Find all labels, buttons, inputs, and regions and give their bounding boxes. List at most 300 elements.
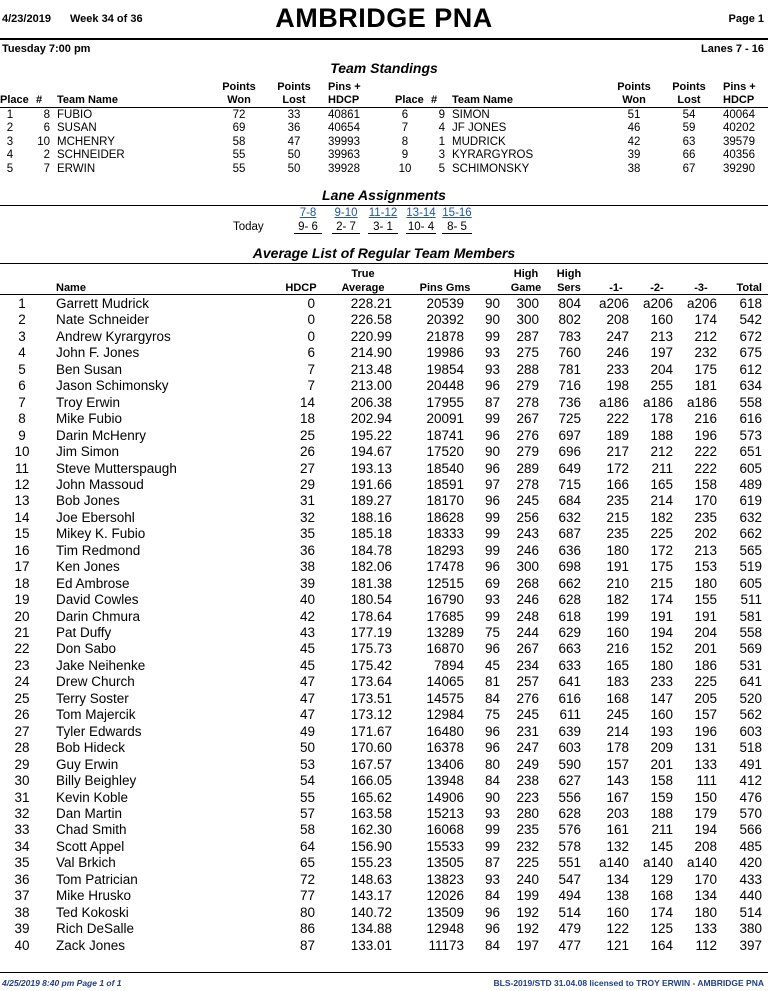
average-cell-average: 171.67 (350, 723, 392, 739)
average-cell-total: 632 (739, 509, 762, 525)
average-cell-hdcp: 7 (307, 361, 315, 377)
average-cell-game-2: 152 (650, 641, 673, 657)
standings-col-header: Place (0, 94, 29, 106)
standings-cell-lost: 63 (682, 135, 696, 148)
average-cell-high-game: 245 (516, 493, 539, 509)
lane-matchup: 10- 4 (407, 221, 435, 233)
average-cell-game-2: 213 (650, 328, 673, 344)
average-cell-name: Tyler Edwards (56, 723, 142, 739)
average-cell-name: Jake Neihenke (56, 657, 146, 673)
average-row (0, 839, 768, 856)
average-cell-average: 202.94 (350, 411, 392, 427)
standings-cell-pins: 40861 (328, 109, 360, 121)
average-cell-game-1: 214 (606, 723, 629, 739)
average-cell-game-2: 212 (650, 444, 673, 460)
average-cell-pins: 13289 (426, 625, 464, 640)
standings-cell-team: SIMON (452, 109, 490, 121)
average-cell-high-series: 632 (558, 509, 581, 525)
average-cell-total: 531 (739, 657, 762, 673)
average-cell-pins: 17478 (426, 559, 464, 575)
lane-matchup: 2- 7 (336, 221, 356, 233)
average-cell-hdcp: 65 (299, 855, 315, 871)
standings-cell-place: 3 (6, 135, 14, 148)
standings-col-header: Points (672, 81, 706, 93)
average-row (0, 658, 768, 675)
average-cell-high-game: 246 (516, 592, 539, 608)
average-cell-name: Ben Susan (56, 361, 123, 377)
average-cell-name: Bob Hideck (56, 740, 126, 756)
average-row (0, 790, 768, 807)
average-cell-high-series: 494 (558, 888, 581, 904)
average-cell-total: 514 (739, 904, 762, 920)
average-cell-high-series: 649 (558, 460, 581, 476)
average-cell-total: 612 (739, 361, 762, 377)
average-cell-game-3: 186 (694, 657, 717, 673)
averages-rule (0, 263, 768, 264)
average-cell-high-series: 578 (558, 838, 581, 854)
average-cell-high-series: 725 (558, 411, 581, 427)
average-cell-game-3: 180 (694, 575, 717, 591)
average-cell-total: 476 (739, 789, 762, 805)
average-cell-total: 397 (739, 937, 762, 953)
average-cell-pins: 12026 (426, 888, 464, 904)
standings-cell-num: 6 (43, 122, 50, 135)
average-cell-game-1: 122 (606, 921, 629, 937)
average-cell-game-3: 153 (694, 559, 717, 575)
average-cell-name: Guy Erwin (56, 756, 119, 772)
average-col-header: Pins Gms (419, 282, 471, 294)
average-cell-high-series: 662 (558, 575, 581, 591)
average-cell-game-1: a186 (598, 394, 629, 410)
standings-cell-team: MUDRICK (452, 135, 506, 148)
average-cell-pins: 15213 (426, 805, 464, 821)
average-cell-rank: 27 (14, 723, 30, 739)
average-cell-hdcp: 29 (299, 476, 315, 492)
lane-matchup: 8- 5 (447, 221, 467, 233)
average-cell-game-2: a206 (642, 296, 673, 311)
average-cell-game-2: 193 (650, 723, 673, 739)
average-row (0, 362, 768, 379)
standings-cell-won: 51 (627, 109, 641, 121)
average-cell-game-1: 216 (606, 641, 629, 657)
average-cell-game-1: 165 (606, 657, 629, 673)
average-cell-games: 84 (484, 773, 500, 789)
average-col-header: Sers (557, 282, 581, 294)
lane-pair-link[interactable]: 11-12 (368, 207, 398, 219)
average-cell-hdcp: 27 (299, 460, 315, 476)
average-cell-games: 93 (484, 592, 500, 608)
average-cell-average: 148.63 (350, 871, 392, 887)
average-cell-pins: 20091 (426, 411, 464, 427)
average-cell-total: 520 (739, 690, 762, 706)
average-cell-game-1: 210 (606, 575, 629, 591)
average-cell-average: 177.19 (350, 625, 392, 640)
average-cell-rank: 25 (14, 690, 30, 706)
standings-row (0, 122, 373, 135)
standings-cell-lost: 54 (682, 109, 696, 121)
average-cell-average: 193.13 (350, 460, 392, 476)
average-cell-average: 180.54 (350, 592, 392, 608)
page-number: Page 1 (728, 13, 764, 25)
average-cell-high-game: 256 (516, 509, 539, 525)
average-cell-hdcp: 32 (299, 509, 315, 525)
average-cell-game-2: 147 (650, 690, 673, 706)
average-cell-hdcp: 35 (299, 526, 315, 542)
standings-cell-place: 10 (398, 162, 412, 175)
average-cell-game-3: a140 (686, 855, 717, 871)
average-cell-rank: 13 (14, 493, 30, 509)
average-cell-high-game: 257 (516, 674, 539, 690)
average-cell-game-2: 204 (650, 361, 673, 377)
average-cell-hdcp: 45 (299, 657, 315, 673)
average-cell-pins: 14065 (426, 674, 464, 690)
average-cell-game-2: 129 (650, 871, 673, 887)
license-line: BLS-2019/STD 31.04.08 licensed to TROY ERWIN - AMBRIDGE PNA (493, 978, 764, 988)
average-cell-average: 133.01 (350, 937, 392, 953)
average-cell-high-series: 547 (558, 871, 581, 887)
average-cell-average: 163.58 (350, 805, 392, 821)
average-cell-total: 619 (739, 493, 762, 509)
average-cell-game-1: 183 (606, 674, 629, 690)
average-cell-game-2: 211 (651, 822, 673, 838)
average-cell-game-2: 233 (650, 674, 673, 690)
average-cell-high-series: 556 (558, 789, 581, 805)
average-cell-total: 570 (739, 805, 762, 821)
average-cell-name: Dan Martin (56, 805, 123, 821)
average-cell-pins: 14906 (426, 789, 464, 805)
average-cell-game-2: 178 (650, 411, 673, 427)
average-cell-game-3: 208 (694, 838, 717, 854)
average-cell-high-series: 629 (558, 625, 581, 640)
average-cell-rank: 23 (14, 657, 30, 673)
average-cell-game-3: 222 (694, 444, 717, 460)
average-row (0, 378, 768, 395)
average-cell-high-game: 280 (516, 805, 539, 821)
average-cell-high-series: 781 (558, 361, 581, 377)
average-cell-game-1: 215 (606, 509, 629, 525)
average-cell-high-game: 287 (516, 328, 539, 344)
average-cell-name: Darin McHenry (56, 427, 147, 443)
average-cell-pins: 7894 (433, 657, 464, 673)
average-cell-games: 75 (484, 707, 500, 723)
day-time: Tuesday 7:00 pm (2, 43, 91, 55)
average-cell-game-3: 170 (694, 493, 717, 509)
average-cell-hdcp: 47 (299, 690, 315, 706)
average-cell-game-3: 180 (694, 904, 717, 920)
average-cell-average: 173.12 (350, 707, 392, 723)
average-cell-hdcp: 0 (307, 296, 315, 311)
average-cell-high-series: 760 (558, 345, 581, 361)
average-cell-game-1: 235 (606, 526, 629, 542)
average-cell-average: 175.73 (350, 641, 392, 657)
average-cell-game-3: 201 (694, 641, 717, 657)
average-cell-game-2: 182 (650, 509, 673, 525)
average-cell-game-3: 112 (695, 937, 717, 953)
average-cell-game-1: a206 (598, 296, 629, 311)
standings-cell-lost: 47 (287, 135, 301, 148)
standings-col-header: Points (277, 81, 311, 93)
average-cell-total: 558 (739, 394, 762, 410)
average-row (0, 938, 768, 955)
average-cell-name: Andrew Kyrargyros (56, 328, 171, 344)
average-cell-hdcp: 86 (299, 921, 315, 937)
standings-cell-lost: 50 (287, 162, 301, 175)
average-cell-game-1: 160 (606, 625, 629, 640)
average-cell-total: 558 (739, 625, 762, 640)
average-cell-game-2: 168 (650, 888, 673, 904)
average-cell-average: 214.90 (350, 345, 392, 361)
average-cell-high-game: 278 (516, 394, 539, 410)
average-cell-high-series: 684 (558, 493, 581, 509)
average-cell-pins: 13948 (426, 773, 464, 789)
lane-pair-link[interactable]: 7-8 (299, 207, 317, 219)
standings-cell-team: JF JONES (452, 122, 507, 135)
lane-pair-link[interactable]: 13-14 (406, 207, 436, 219)
standings-cell-won: 42 (627, 135, 641, 148)
average-cell-name: Mikey K. Fubio (56, 526, 146, 542)
average-cell-hdcp: 57 (299, 805, 315, 821)
standings-cell-num: 10 (37, 135, 50, 148)
average-cell-total: 616 (739, 411, 762, 427)
average-cell-high-game: 300 (516, 559, 539, 575)
average-cell-high-game: 288 (516, 361, 539, 377)
average-cell-pins: 18741 (426, 427, 464, 443)
average-cell-name: Scott Appel (56, 838, 125, 854)
average-cell-hdcp: 45 (299, 641, 315, 657)
average-cell-game-2: 197 (650, 345, 673, 361)
average-col-header: High (556, 268, 582, 280)
average-cell-game-2: 172 (650, 542, 673, 558)
average-cell-total: 565 (739, 542, 762, 558)
average-cell-average: 173.64 (350, 674, 392, 690)
average-cell-hdcp: 18 (299, 411, 315, 427)
average-cell-game-1: 235 (606, 493, 629, 509)
lane-pair-link[interactable]: 15-16 (442, 207, 472, 219)
average-cell-games: 90 (484, 312, 500, 328)
average-row (0, 576, 768, 593)
lane-pair-link[interactable]: 9-10 (334, 207, 358, 219)
average-cell-hdcp: 49 (299, 723, 315, 739)
average-cell-name: Mike Hrusko (56, 888, 132, 904)
standings-cell-pins: 40202 (723, 122, 755, 135)
average-cell-name: Nate Schneider (56, 312, 150, 328)
average-cell-game-1: 246 (606, 345, 629, 361)
average-cell-high-series: 636 (558, 542, 581, 558)
average-cell-high-game: 192 (516, 921, 539, 937)
average-cell-rank: 38 (14, 904, 30, 920)
average-cell-high-series: 633 (558, 657, 581, 673)
standings-cell-num: 3 (438, 149, 445, 162)
average-cell-total: 440 (739, 888, 762, 904)
standings-cell-place: 2 (6, 122, 14, 135)
average-cell-games: 90 (484, 444, 500, 460)
average-cell-average: 195.22 (350, 427, 392, 443)
average-cell-name: Troy Erwin (56, 394, 121, 410)
average-cell-pins: 13509 (426, 904, 464, 920)
average-cell-total: 562 (739, 707, 762, 723)
average-cell-pins: 15533 (426, 838, 464, 854)
standings-cell-won: 55 (232, 162, 246, 175)
standings-cell-pins: 39928 (328, 162, 360, 175)
average-cell-game-3: 235 (694, 509, 717, 525)
average-row (0, 855, 768, 872)
standings-col-header: Won (622, 94, 646, 106)
average-cell-games: 96 (484, 740, 500, 756)
average-cell-games: 45 (484, 657, 500, 673)
average-cell-high-game: 235 (516, 822, 539, 838)
average-cell-high-series: 477 (558, 937, 581, 953)
average-cell-rank: 11 (14, 460, 29, 476)
average-cell-games: 99 (484, 608, 500, 624)
standings-cell-won: 72 (232, 109, 246, 121)
average-cell-hdcp: 7 (307, 378, 315, 394)
average-cell-game-3: 205 (694, 690, 717, 706)
average-cell-high-game: 267 (516, 641, 539, 657)
average-cell-games: 97 (484, 476, 500, 492)
average-cell-game-2: 125 (650, 921, 673, 937)
lane-underline (368, 233, 398, 234)
average-cell-high-game: 248 (516, 608, 539, 624)
average-cell-game-2: 188 (650, 427, 673, 443)
average-cell-pins: 17685 (426, 608, 464, 624)
average-cell-name: Terry Soster (56, 690, 129, 706)
average-cell-high-series: 628 (558, 805, 581, 821)
average-cell-game-1: 167 (606, 789, 629, 805)
average-cell-games: 93 (484, 361, 500, 377)
average-row (0, 691, 768, 708)
average-cell-high-series: 639 (558, 723, 581, 739)
average-row (0, 477, 768, 494)
standings-col-header: Lost (282, 94, 306, 106)
average-cell-high-series: 783 (558, 328, 581, 344)
average-cell-rank: 2 (18, 312, 26, 328)
average-cell-high-series: 590 (558, 756, 581, 772)
average-cell-games: 99 (484, 509, 500, 525)
average-cell-name: Garrett Mudrick (56, 296, 150, 311)
average-cell-high-game: 276 (516, 690, 539, 706)
average-row (0, 526, 768, 543)
print-stamp: 4/25/2019 8:40 pm Page 1 of 1 (2, 978, 122, 988)
average-cell-game-3: 196 (694, 427, 717, 443)
average-cell-game-3: 133 (694, 756, 717, 772)
standings-row (395, 149, 768, 162)
average-cell-average: 226.58 (350, 312, 392, 328)
standings-row (395, 136, 768, 149)
average-row (0, 296, 768, 313)
average-cell-game-2: 174 (650, 592, 673, 608)
average-cell-total: 519 (739, 559, 762, 575)
average-cell-rank: 21 (14, 625, 30, 640)
average-cell-game-1: 191 (606, 559, 629, 575)
standings-cell-num: 2 (43, 149, 50, 162)
standings-cell-num: 1 (438, 135, 445, 148)
average-cell-pins: 18540 (426, 460, 464, 476)
average-col-header: Game (510, 282, 542, 294)
average-cell-average: 162.30 (350, 822, 392, 838)
average-cell-game-2: 211 (651, 460, 673, 476)
average-row (0, 461, 768, 478)
average-cell-game-1: 247 (606, 328, 629, 344)
average-cell-name: Bob Jones (56, 493, 120, 509)
average-cell-game-2: 214 (650, 493, 673, 509)
average-cell-games: 96 (484, 559, 500, 575)
average-cell-high-series: 618 (558, 608, 581, 624)
average-cell-name: Kevin Koble (56, 789, 129, 805)
average-cell-average: 191.66 (350, 476, 392, 492)
average-cell-games: 75 (484, 625, 500, 640)
average-row (0, 872, 768, 889)
standings-row (395, 163, 768, 176)
average-cell-pins: 12515 (426, 575, 464, 591)
average-cell-high-series: 603 (558, 740, 581, 756)
standings-cell-team: ERWIN (57, 162, 96, 175)
average-cell-average: 228.21 (350, 296, 392, 311)
average-cell-pins: 11173 (428, 937, 464, 953)
standings-cell-place: 6 (401, 109, 409, 121)
average-cell-games: 99 (484, 822, 500, 838)
standings-cell-num: 5 (438, 162, 445, 175)
average-col-header: High (513, 268, 539, 280)
standings-col-header: Pins + (723, 81, 756, 93)
average-cell-hdcp: 64 (299, 838, 315, 854)
average-row (0, 888, 768, 905)
average-cell-hdcp: 36 (299, 542, 315, 558)
average-cell-rank: 39 (14, 921, 30, 937)
average-cell-rank: 28 (14, 740, 30, 756)
average-col-header: -1- (609, 282, 623, 294)
average-cell-rank: 34 (14, 838, 30, 854)
average-cell-games: 90 (484, 296, 500, 311)
average-cell-average: 213.48 (350, 361, 392, 377)
lanes-title: Lane Assignments (322, 187, 446, 203)
average-cell-name: Jason Schimonsky (56, 378, 169, 394)
average-cell-average: 206.38 (350, 394, 392, 410)
average-cell-game-3: 150 (694, 789, 717, 805)
average-cell-average: 189.27 (350, 493, 392, 509)
average-cell-game-3: 179 (694, 805, 717, 821)
average-row (0, 757, 768, 774)
average-cell-game-2: 164 (650, 937, 673, 953)
average-cell-hdcp: 42 (299, 608, 315, 624)
average-cell-high-game: 231 (516, 723, 539, 739)
average-cell-pins: 18170 (426, 493, 464, 509)
average-cell-name: Darin Chmura (56, 608, 141, 624)
average-cell-pins: 16378 (426, 740, 464, 756)
average-cell-game-1: 121 (606, 937, 629, 953)
average-cell-high-game: 289 (516, 460, 539, 476)
average-cell-total: 566 (739, 822, 762, 838)
standings-cell-pins: 40654 (328, 122, 360, 135)
standings-col-header: Lost (677, 94, 701, 106)
average-cell-total: 511 (740, 592, 762, 608)
average-cell-hdcp: 38 (299, 559, 315, 575)
average-cell-rank: 40 (14, 937, 30, 953)
average-cell-hdcp: 0 (307, 328, 315, 344)
average-cell-games: 80 (484, 756, 500, 772)
average-cell-total: 489 (739, 476, 762, 492)
average-cell-game-3: 157 (694, 707, 717, 723)
average-cell-pins: 13406 (426, 756, 464, 772)
average-cell-high-game: 199 (516, 888, 539, 904)
lane-underline (406, 233, 436, 234)
average-cell-game-1: 233 (606, 361, 629, 377)
standings-row (0, 163, 373, 176)
average-row (0, 312, 768, 329)
average-cell-pins: 18293 (426, 542, 464, 558)
standings-col-header: Team Name (452, 94, 513, 106)
average-cell-high-series: 736 (558, 394, 581, 410)
average-row (0, 905, 768, 922)
